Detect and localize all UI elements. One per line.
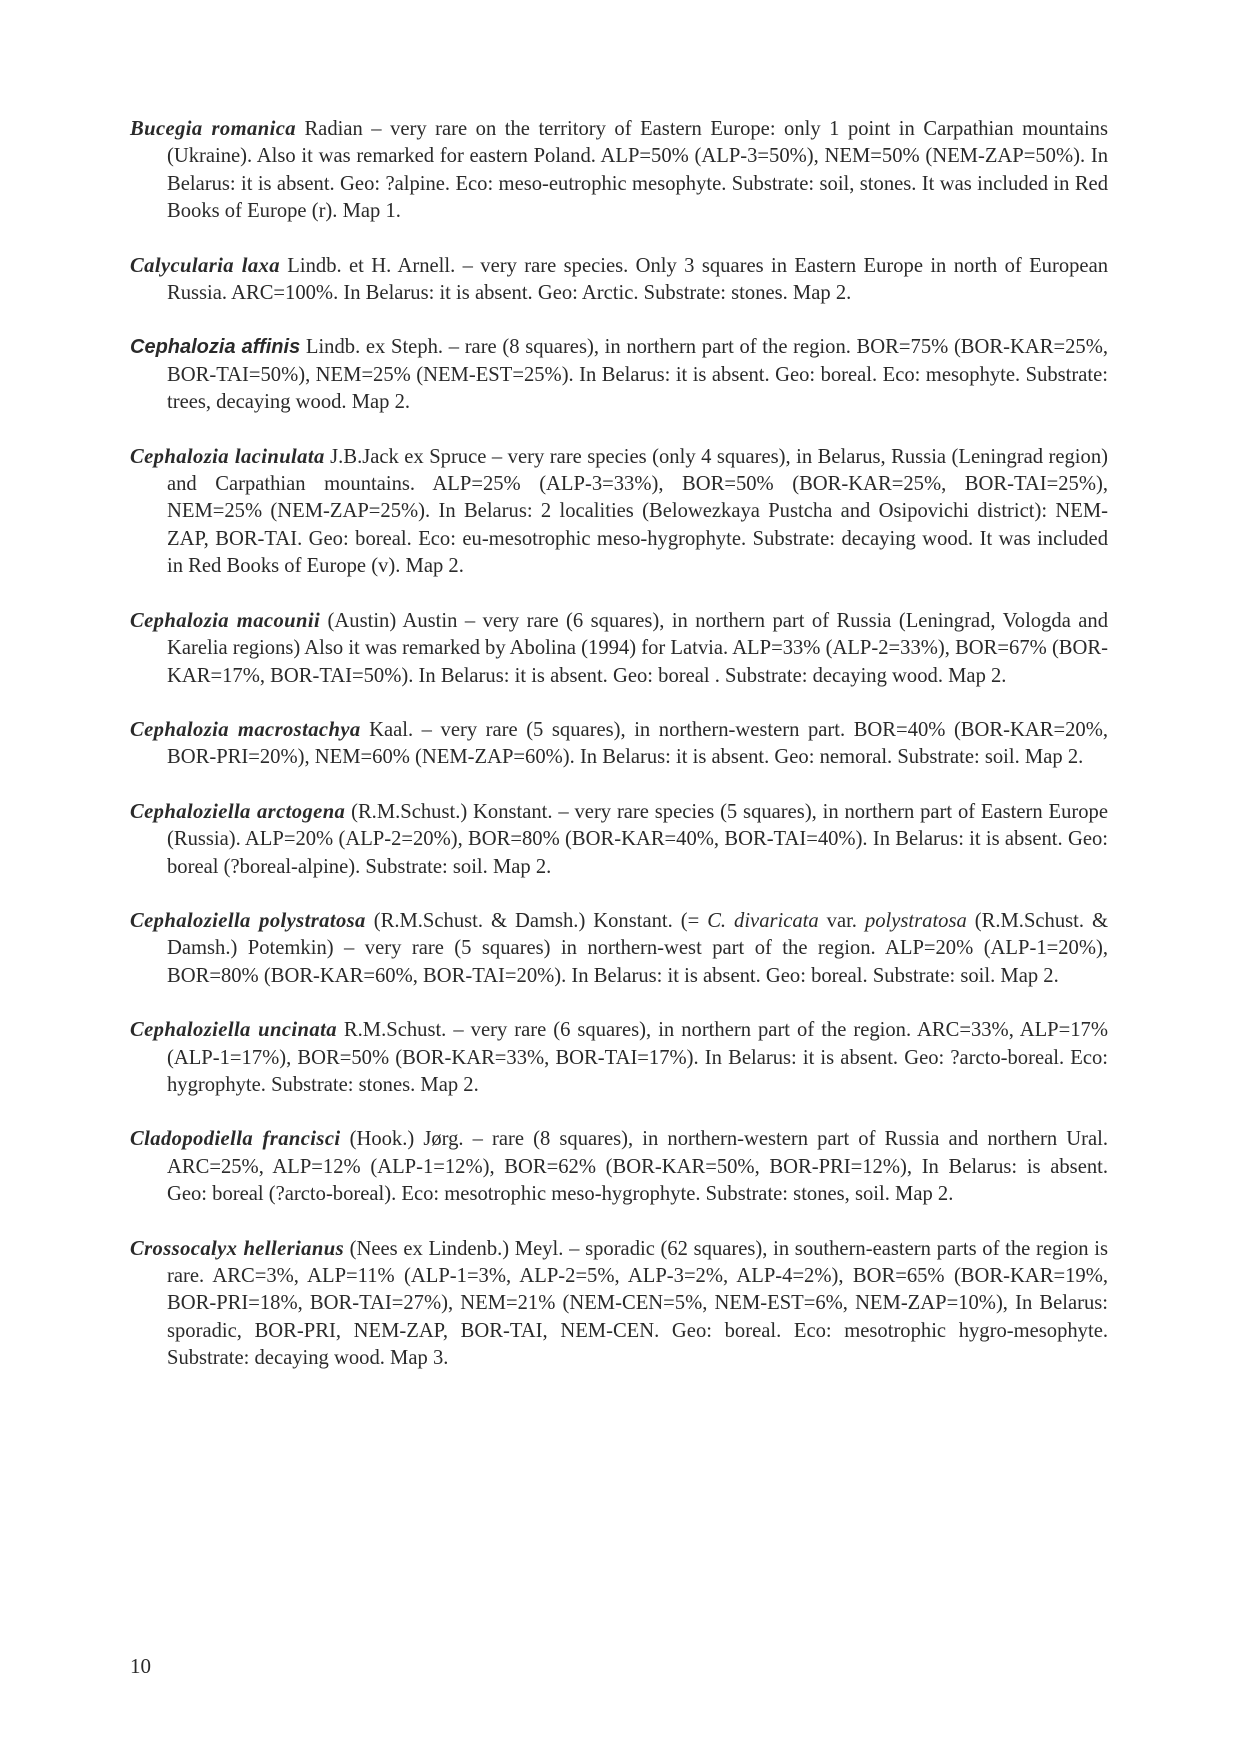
species-description: (Hook.) Jørg. – rare (8 squares), in northern-western part of Russia and northern Ural. ARC=25%, ALP=12% (ALP-1=12%), BOR=62% (BOR-KAR=50%, BOR-PRI=12%), In Belarus: is absent. Geo: boreal (?arcto-boreal). Eco: mesotrophic meso-hygrophyte. Substrate: stones, soil. Map 2. — [167, 1128, 1108, 1206]
species-description-part: (R.M.Schust. & Damsh.) Konstant. (= — [365, 909, 708, 932]
species-name: Cladopodiella francisci — [130, 1128, 341, 1151]
species-description: (Austin) Austin – very rare (6 squares), in northern part of Russia (Leningrad, Vologda and Karelia regions) Also it was remarked by Abolina (1994) for Latvia. ALP=33% (ALP-2=33%), BOR=67% (BOR-KAR=17%, BOR-TAI=50%). In Belarus: it is absent. Geo: boreal . Substrate: decaying wood. Map 2. — [167, 609, 1109, 687]
species-name: Calycularia laxa — [130, 254, 280, 277]
species-name: Cephaloziella polystratosa — [130, 909, 366, 932]
species-entry-cephalozia-lacinulata — [130, 444, 1108, 581]
species-description: (Nees ex Lindenb.) Meyl. – sporadic (62 squares), in southern-eastern parts of the region is rare. ARC=3%, ALP=11% (ALP-1=3%, ALP-2=5%, ALP-3=2%, ALP-4=2%), BOR=65% (BOR-KAR=19%, BOR-PRI=18%, BOR-TAI=27%), NEM=21% (NEM-CEN=5%, NEM-EST=6%, NEM-ZAP=10%), In Belarus: sporadic, BOR-PRI, NEM-ZAP, BOR-TAI, NEM-CEN. Geo: boreal. Eco: mesotrophic hygro-mesophyte. Substrate: decaying wood. Map 3. — [167, 1237, 1108, 1370]
synonym-variety: polystratosa — [864, 909, 967, 932]
species-description: R.M.Schust. – very rare (6 squares), in northern part of the region. ARC=33%, ALP=17% (ALP-1=17%), BOR=50% (BOR-KAR=33%, BOR-TAI=17%). In Belarus: it is absent. Geo: ?arcto-boreal. Eco: hygrophyte. Substrate: stones. Map 2. — [167, 1019, 1108, 1096]
species-name: Crossocalyx hellerianus — [130, 1237, 344, 1260]
species-description: Radian – very rare on the territory of Eastern Europe: only 1 point in Carpathian mountains (Ukraine). Also it was remarked for eastern Poland. ALP=50% (ALP-3=50%), NEM=50% (NEM-ZAP=50%). In Belarus: it is absent. Geo: ?alpine. Eco: meso-eutrophic mesophyte. Substrate: soil, stones. It was included in Red Books of Europe (r). Map 1. — [167, 118, 1108, 223]
species-name: Bucegia romanica — [130, 118, 296, 140]
species-entry-cephaloziella-polystratosa — [130, 908, 1108, 990]
species-name: Cephaloziella arctogena — [130, 800, 346, 823]
species-entry-calycularia-laxa — [130, 253, 1108, 308]
species-entry-cephalozia-affinis — [130, 334, 1108, 416]
species-name: Cephalozia macrostachya — [130, 718, 361, 741]
species-name: Cephaloziella uncinata — [130, 1019, 337, 1042]
species-description: J.B.Jack ex Spruce – very rare species (only 4 squares), in Belarus, Russia (Leningrad region) and Carpathian mountains. ALP=25% (ALP-3=33%), BOR=50% (BOR-KAR=25%, BOR-TAI=25%), NEM=25% (NEM-ZAP=25%). In Belarus: 2 localities (Belowezkaya Pustcha and Osipovichi district): NEM-ZAP, BOR-TAI. Geo: boreal. Eco: eu-mesotrophic meso-hygrophyte. Substrate: decaying wood. It was included in Red Books of Europe (v). Map 2. — [167, 445, 1108, 578]
species-description: (R.M.Schust.) Konstant. – very rare species (5 squares), in northern part of Eastern Europe (Russia). ALP=20% (ALP-2=20%), BOR=80% (BOR-KAR=40%, BOR-TAI=40%). In Belarus: it is absent. Geo: boreal (?boreal-alpine). Substrate: soil. Map 2. — [167, 800, 1108, 878]
document-page — [130, 116, 1108, 1400]
page-number: 10 — [130, 1654, 151, 1678]
synonym-genus: C. divaricata — [707, 909, 819, 932]
species-entry-cephaloziella-arctogena — [130, 799, 1108, 881]
species-name: Cephalozia macounii — [130, 609, 321, 632]
species-name: Cephalozia lacinulata — [130, 445, 325, 468]
species-entry-cladopodiella-francisci — [130, 1126, 1108, 1208]
species-description: Lindb. ex Steph. – rare (8 squares), in northern part of the region. BOR=75% (BOR-KAR=25%, BOR-TAI=50%), NEM=25% (NEM-EST=25%). In Belarus: it is absent. Geo: boreal. Eco: mesophyte. Substrate: trees, decaying wood. Map 2. — [167, 336, 1108, 414]
species-entry-cephalozia-macrostachya — [130, 717, 1108, 772]
species-entry-cephaloziella-uncinata — [130, 1017, 1108, 1099]
species-entry-bucegia-romanica — [130, 116, 1108, 226]
species-description-part: var. — [818, 909, 865, 932]
species-entry-cephalozia-macounii — [130, 608, 1108, 690]
species-name: Cephalozia affinis — [130, 336, 301, 359]
species-entry-crossocalyx-hellerianus — [130, 1236, 1108, 1373]
species-description: Lindb. et H. Arnell. – very rare species. Only 3 squares in Eastern Europe in north of European Russia. ARC=100%. In Belarus: it is absent. Geo: Arctic. Substrate: stones. Map 2. — [167, 254, 1109, 305]
species-description: Kaal. – very rare (5 squares), in northern-western part. BOR=40% (BOR-KAR=20%, BOR-PRI=20%), NEM=60% (NEM-ZAP=60%). In Belarus: it is absent. Geo: nemoral. Substrate: soil. Map 2. — [167, 718, 1109, 769]
species-description-part: (R.M.Schust. & Damsh.) Potemkin) – very rare (5 squares) in northern-west part of the region. ALP=20% (ALP-1=20%), BOR=80% (BOR-KAR=60%, BOR-TAI=20%). In Belarus: it is absent. Geo: boreal. Substrate: soil. Map 2. — [167, 909, 1109, 987]
